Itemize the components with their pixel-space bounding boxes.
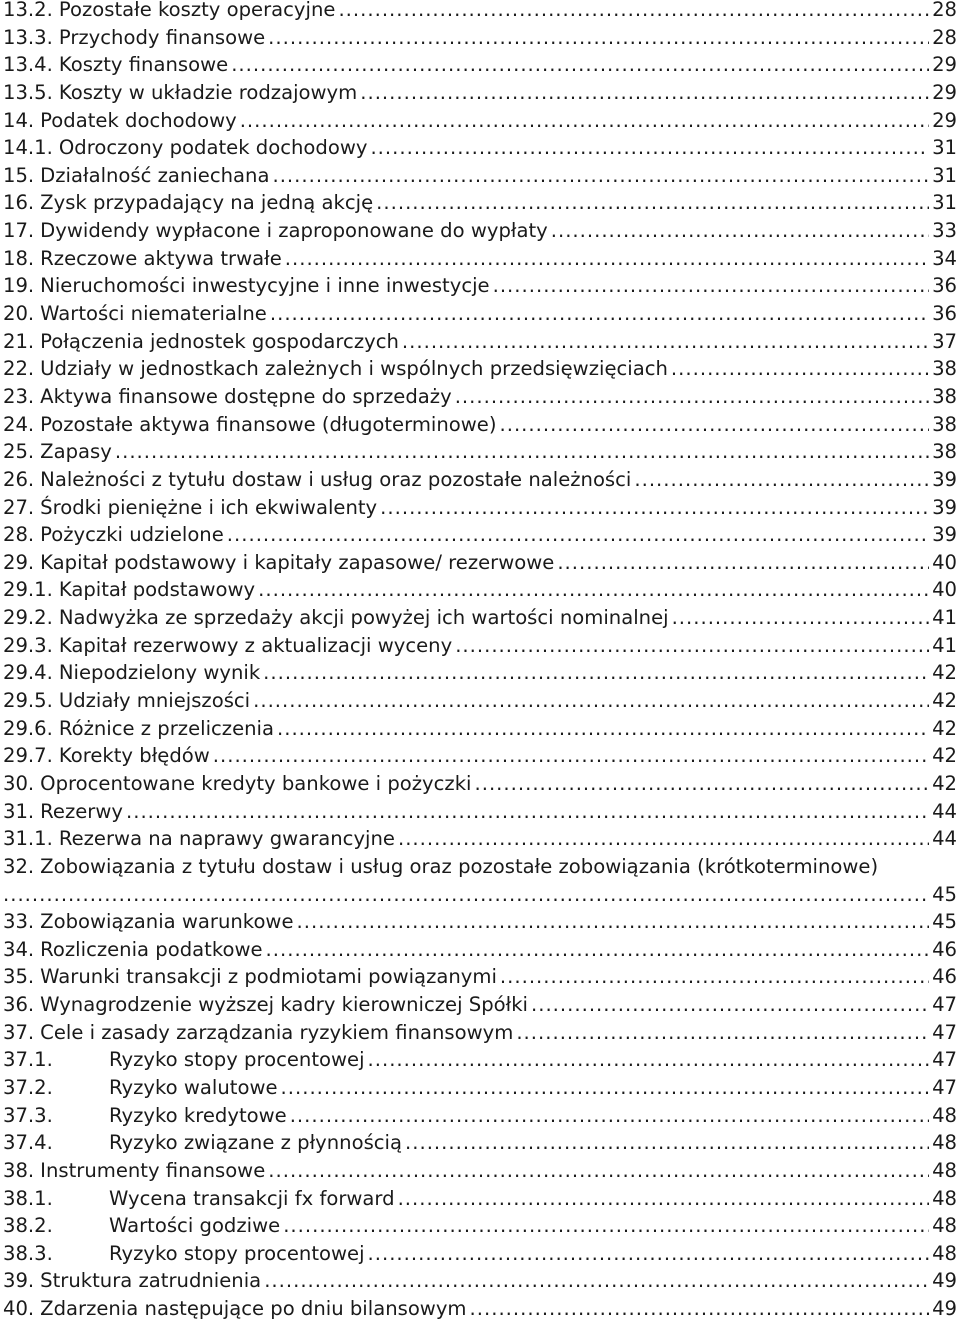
- toc-entry-page: 42: [932, 661, 957, 685]
- toc-entry-page: 29: [932, 80, 957, 104]
- toc-leader-dots: [455, 383, 929, 411]
- toc-entry-number: 23.: [3, 384, 35, 408]
- toc-entry[interactable]: [3, 908, 957, 936]
- toc-entry-page: 31: [932, 191, 957, 215]
- toc-leader-dots: [368, 1240, 930, 1268]
- toc-leader-dots: [557, 549, 929, 577]
- toc-entry-page: 39: [932, 467, 957, 491]
- toc-leader-dots: [115, 438, 929, 466]
- toc-entry-title: Niepodzielony wynik: [58, 661, 261, 685]
- toc-entry-number: 26.: [3, 467, 35, 491]
- toc-entry-number: 21.: [3, 329, 35, 353]
- toc-entry-title: Rzeczowe aktywa trwałe: [40, 246, 282, 270]
- toc-entry-title: Pożyczki udzielone: [40, 523, 224, 547]
- toc-leader-dots: [266, 936, 930, 964]
- toc-leader-dots: [268, 1157, 929, 1185]
- toc-entry[interactable]: [3, 1212, 957, 1240]
- toc-leader-dots: [240, 107, 929, 135]
- toc-entry-number: 29.: [3, 550, 35, 574]
- toc-entry-number: 15.: [3, 163, 35, 187]
- toc-leader-dots: [516, 1019, 929, 1047]
- toc-entry-page: 36: [932, 302, 957, 326]
- toc-entry-number: 34.: [3, 937, 35, 961]
- toc-entry-title: Kapitał podstawowy: [58, 578, 256, 602]
- toc-entry-page: 48: [932, 1214, 957, 1238]
- toc-entry-page: 37: [932, 329, 957, 353]
- toc-leader-dots: [338, 0, 929, 24]
- toc-entry-number: 20.: [3, 302, 35, 326]
- toc-entry-number: 31.1.: [3, 827, 53, 851]
- toc-entry-title: Pozostałe koszty operacyjne: [58, 0, 336, 21]
- toc-entry[interactable]: [3, 1267, 957, 1295]
- toc-leader-dots: [671, 355, 929, 383]
- toc-entry-number: 30.: [3, 771, 35, 795]
- toc-entry-title: Wycena transakcji fx forward: [109, 1186, 395, 1210]
- toc-entry-page: 31: [932, 163, 957, 187]
- toc-entry-number: 29.4.: [3, 661, 53, 685]
- toc-entry-title: Koszty finansowe: [58, 53, 229, 77]
- toc-leader-dots: [380, 494, 929, 522]
- toc-entry[interactable]: [3, 825, 957, 853]
- toc-entry[interactable]: [3, 1295, 957, 1323]
- toc-entry[interactable]: [3, 936, 957, 964]
- toc-entry-title: Dywidendy wypłacone i zaproponowane do wypłaty: [40, 219, 548, 243]
- toc-entry[interactable]: [3, 991, 957, 1019]
- toc-leader-dots: [281, 1074, 930, 1102]
- toc-leader-dots: [264, 1267, 929, 1295]
- toc-entry-title: Struktura zatrudnienia: [40, 1269, 262, 1293]
- toc-entry-number: 29.5.: [3, 689, 53, 713]
- toc-entry-page: 48: [932, 1158, 957, 1182]
- toc-entry-number: 31.: [3, 799, 35, 823]
- toc-leader-dots: [500, 963, 929, 991]
- toc-entry-title: Instrumenty finansowe: [40, 1158, 266, 1182]
- toc-entry-page: 44: [932, 827, 957, 851]
- toc-entry-page: 40: [932, 550, 957, 574]
- toc-entry-number: 27.: [3, 495, 35, 519]
- toc-entry[interactable]: [3, 134, 957, 162]
- toc-entry-title: Wartości niematerialne: [40, 302, 267, 326]
- toc-entry[interactable]: [3, 0, 957, 24]
- toc-leader-dots: [551, 217, 929, 245]
- toc-entry-title: Wynagrodzenie wyższej kadry kierowniczej Spółki: [40, 993, 528, 1017]
- toc-entry-title: Koszty w układzie rodzajowym: [58, 80, 358, 104]
- toc-entry-page: 48: [932, 1241, 957, 1265]
- toc-entry[interactable]: [3, 687, 957, 715]
- toc-entry-title: Ryzyko stopy procentowej: [109, 1048, 365, 1072]
- toc-leader-dots: [126, 798, 929, 826]
- toc-entry-title: Udziały mniejszości: [58, 689, 251, 713]
- toc-entry-title: Oprocentowane kredyty bankowe i pożyczki: [40, 771, 472, 795]
- toc-entry[interactable]: [3, 632, 957, 660]
- toc-leader-dots: [368, 1046, 930, 1074]
- toc-entry-page: 28: [932, 25, 957, 49]
- toc-entry-title: Zobowiązania warunkowe: [40, 910, 294, 934]
- toc-entry-continuation[interactable]: [3, 881, 957, 909]
- toc-entry-page: 34: [932, 246, 957, 270]
- toc-entry[interactable]: [3, 1185, 957, 1213]
- toc-leader-dots: [270, 300, 929, 328]
- toc-leader-dots: [297, 908, 930, 936]
- toc-entry[interactable]: [3, 328, 957, 356]
- toc-entry[interactable]: [3, 963, 957, 991]
- toc-entry-number: 29.6.: [3, 716, 53, 740]
- toc-entry-title: Działalność zaniechana: [40, 163, 270, 187]
- toc-entry-number: 14.1.: [3, 136, 53, 160]
- toc-entry-page: 48: [932, 1131, 957, 1155]
- toc-entry[interactable]: [3, 466, 957, 494]
- toc-leader-dots: [213, 742, 929, 770]
- toc-entry-page: 46: [932, 937, 957, 961]
- toc-entry[interactable]: [3, 853, 957, 881]
- toc-entry-number: 13.3.: [3, 25, 53, 49]
- toc-entry-page: 42: [932, 744, 957, 768]
- toc-entry-number: 29.2.: [3, 606, 53, 630]
- toc-entry-number: 38.: [3, 1158, 35, 1182]
- toc-entry[interactable]: [3, 355, 957, 383]
- toc-entry-page: 47: [932, 1075, 957, 1099]
- toc-entry-title: Kapitał podstawowy i kapitały zapasowe/ rezerwowe: [40, 550, 555, 574]
- toc-entry-page: 47: [932, 993, 957, 1017]
- toc-entry-page: 38: [932, 384, 957, 408]
- toc-entry-title: Warunki transakcji z podmiotami powiązanymi: [40, 965, 497, 989]
- toc-entry-page: 46: [932, 965, 957, 989]
- toc-entry-title: Zobowiązania z tytułu dostaw i usług oraz pozostałe zobowiązania (krótkoterminowe): [40, 854, 879, 878]
- toc-entry[interactable]: [3, 770, 957, 798]
- toc-leader-dots: [493, 272, 929, 300]
- toc-entry-number: 29.7.: [3, 744, 53, 768]
- toc-entry[interactable]: [3, 604, 957, 632]
- toc-leader-dots: [398, 1185, 929, 1213]
- toc-entry[interactable]: [3, 659, 957, 687]
- toc-entry-title: Aktywa finansowe dostępne do sprzedaży: [40, 384, 452, 408]
- toc-entry-page: 38: [932, 412, 957, 436]
- toc-leader-dots: [470, 1295, 930, 1323]
- toc-entry[interactable]: [3, 1157, 957, 1185]
- toc-entry-number: 40.: [3, 1297, 35, 1321]
- toc-entry-title: Środki pieniężne i ich ekwiwalenty: [40, 495, 378, 519]
- toc-entry[interactable]: [3, 1074, 957, 1102]
- toc-entry-title: Połączenia jednostek gospodarczych: [40, 329, 399, 353]
- toc-entry[interactable]: [3, 798, 957, 826]
- toc-entry-page: 36: [932, 274, 957, 298]
- toc-entry-page: 40: [932, 578, 957, 602]
- toc-leader-dots: [376, 189, 929, 217]
- toc-entry[interactable]: [3, 189, 957, 217]
- toc-leader-dots: [455, 632, 929, 660]
- toc-entry[interactable]: [3, 576, 957, 604]
- toc-entry-title: Odroczony podatek dochodowy: [58, 136, 368, 160]
- toc-leader-dots: [272, 162, 929, 190]
- toc-leader-dots: [3, 881, 929, 909]
- toc-entry-page: 47: [932, 1048, 957, 1072]
- toc-entry-title: Nadwyżka ze sprzedaży akcji powyżej ich wartości nominalnej: [58, 606, 669, 630]
- toc-leader-dots: [672, 604, 930, 632]
- toc-entry[interactable]: [3, 1102, 957, 1130]
- toc-entry-title: Ryzyko związane z płynnością: [109, 1131, 403, 1155]
- toc-leader-dots: [475, 770, 930, 798]
- toc-entry[interactable]: [3, 494, 957, 522]
- toc-entry-title: Cele i zasady zarządzania ryzykiem finansowym: [40, 1020, 514, 1044]
- toc-leader-dots: [285, 245, 929, 273]
- toc-entry-page: 42: [932, 771, 957, 795]
- toc-entry-page: 48: [932, 1186, 957, 1210]
- toc-entry-number: 13.4.: [3, 53, 53, 77]
- toc-entry-number: 37.4.: [3, 1131, 53, 1155]
- toc-entry-number: 39.: [3, 1269, 35, 1293]
- toc-entry-title: Wartości godziwe: [109, 1214, 281, 1238]
- toc-entry-page: 45: [932, 910, 957, 934]
- toc-entry-page: 41: [932, 606, 957, 630]
- toc-entry[interactable]: [3, 411, 957, 439]
- toc-leader-dots: [370, 134, 929, 162]
- toc-entry-number: 37.3.: [3, 1103, 53, 1127]
- toc-entry-title: Rezerwa na naprawy gwarancyjne: [58, 827, 395, 851]
- toc-entry-page: 39: [932, 523, 957, 547]
- toc-entry-title: Nieruchomości inwestycyjne i inne inwestycje: [40, 274, 490, 298]
- toc-entry[interactable]: [3, 272, 957, 300]
- toc-leader-dots: [231, 51, 929, 79]
- toc-leader-dots: [499, 411, 929, 439]
- toc-entry-number: 17.: [3, 219, 35, 243]
- toc-entry-page: 42: [932, 716, 957, 740]
- toc-entry-page: 29: [932, 53, 957, 77]
- toc-entry-number: 25.: [3, 440, 35, 464]
- toc-entry-number: 36.: [3, 993, 35, 1017]
- toc-entry-page: 28: [932, 0, 957, 21]
- toc-entry-title: Zapasy: [40, 440, 112, 464]
- toc-entry[interactable]: [3, 79, 957, 107]
- toc-entry-title: Ryzyko walutowe: [109, 1075, 278, 1099]
- toc-entry-title: Zdarzenia następujące po dniu bilansowym: [40, 1297, 467, 1321]
- toc-entry-page: 39: [932, 495, 957, 519]
- toc-entry[interactable]: [3, 521, 957, 549]
- toc-entry[interactable]: [3, 162, 957, 190]
- toc-entry-page: 31: [932, 136, 957, 160]
- toc-entry[interactable]: [3, 742, 957, 770]
- toc-entry-number: 22.: [3, 357, 35, 381]
- toc-entry-page: 48: [932, 1103, 957, 1127]
- toc-entry-number: 37.1.: [3, 1048, 53, 1072]
- toc-entry[interactable]: [3, 245, 957, 273]
- toc-entry-number: 37.2.: [3, 1075, 53, 1099]
- toc-entry-number: 33.: [3, 910, 35, 934]
- toc-entry[interactable]: [3, 24, 957, 52]
- toc-entry[interactable]: [3, 438, 957, 466]
- toc-entry-title: Ryzyko kredytowe: [109, 1103, 287, 1127]
- toc-entry-title: Pozostałe aktywa finansowe (długoterminowe): [40, 412, 497, 436]
- toc-entry-page: 42: [932, 689, 957, 713]
- toc-leader-dots: [531, 991, 929, 1019]
- toc-entry-number: 13.2.: [3, 0, 53, 21]
- toc-entry-page: 49: [932, 1297, 957, 1321]
- toc-entry[interactable]: [3, 715, 957, 743]
- toc-entry-number: 35.: [3, 965, 35, 989]
- toc-leader-dots: [360, 79, 929, 107]
- toc-entry-title: Rezerwy: [40, 799, 123, 823]
- toc-entry-number: 37.: [3, 1020, 35, 1044]
- toc-leader-dots: [277, 715, 929, 743]
- toc-entry-page: 38: [932, 440, 957, 464]
- toc-entry-number: 18.: [3, 246, 35, 270]
- toc-entry-title: Przychody finansowe: [58, 25, 266, 49]
- toc-entry-number: 24.: [3, 412, 35, 436]
- toc-leader-dots: [634, 466, 929, 494]
- toc-leader-dots: [402, 328, 929, 356]
- toc-leader-dots: [258, 576, 929, 604]
- toc-entry[interactable]: [3, 107, 957, 135]
- toc-entry-page: 47: [932, 1020, 957, 1044]
- toc-entry[interactable]: [3, 1129, 957, 1157]
- toc-entry-number: 16.: [3, 191, 35, 215]
- toc-entry[interactable]: [3, 1240, 957, 1268]
- toc-entry-page: 44: [932, 799, 957, 823]
- toc-entry-number: 19.: [3, 274, 35, 298]
- toc-entry[interactable]: [3, 217, 957, 245]
- toc-leader-dots: [253, 687, 929, 715]
- toc-entry[interactable]: [3, 383, 957, 411]
- toc-entry-page: 41: [932, 633, 957, 657]
- toc-entry-page: 45: [932, 882, 957, 906]
- toc-entry-page: 33: [932, 219, 957, 243]
- toc-entry[interactable]: [3, 549, 957, 577]
- toc-entry[interactable]: [3, 1046, 957, 1074]
- toc-entry-title: Rozliczenia podatkowe: [40, 937, 263, 961]
- toc-leader-dots: [398, 825, 929, 853]
- toc-leader-dots: [263, 659, 929, 687]
- toc-entry[interactable]: [3, 51, 957, 79]
- toc-leader-dots: [227, 521, 929, 549]
- table-of-contents: [3, 0, 957, 1323]
- toc-entry-number: 28.: [3, 523, 35, 547]
- toc-entry-number: 32.: [3, 854, 35, 878]
- toc-entry-number: 29.3.: [3, 633, 53, 657]
- toc-entry-page: 49: [932, 1269, 957, 1293]
- toc-entry-page: 38: [932, 357, 957, 381]
- toc-entry-title: Różnice z przeliczenia: [58, 716, 274, 740]
- toc-entry-title: Podatek dochodowy: [40, 108, 237, 132]
- toc-entry-title: Należności z tytułu dostaw i usług oraz pozostałe należności: [40, 467, 632, 491]
- toc-entry-number: 29.1.: [3, 578, 53, 602]
- toc-entry-title: Kapitał rezerwowy z aktualizacji wyceny: [58, 633, 453, 657]
- toc-entry-title: Ryzyko stopy procentowej: [109, 1241, 365, 1265]
- toc-entry-number: 13.5.: [3, 80, 53, 104]
- toc-entry-number: 38.1.: [3, 1186, 53, 1210]
- toc-entry-number: 38.3.: [3, 1241, 53, 1265]
- toc-leader-dots: [268, 24, 929, 52]
- toc-entry-number: 38.2.: [3, 1214, 53, 1238]
- toc-entry[interactable]: [3, 300, 957, 328]
- toc-leader-dots: [283, 1212, 929, 1240]
- toc-leader-dots: [290, 1102, 929, 1130]
- toc-entry-title: Udziały w jednostkach zależnych i wspólnych przedsięwzięciach: [40, 357, 668, 381]
- toc-entry-title: Korekty błędów: [58, 744, 210, 768]
- toc-entry-number: 14.: [3, 108, 35, 132]
- toc-entry[interactable]: [3, 1019, 957, 1047]
- toc-entry-page: 29: [932, 108, 957, 132]
- toc-entry-title: Zysk przypadający na jedną akcję: [40, 191, 374, 215]
- toc-leader-dots: [405, 1129, 929, 1157]
